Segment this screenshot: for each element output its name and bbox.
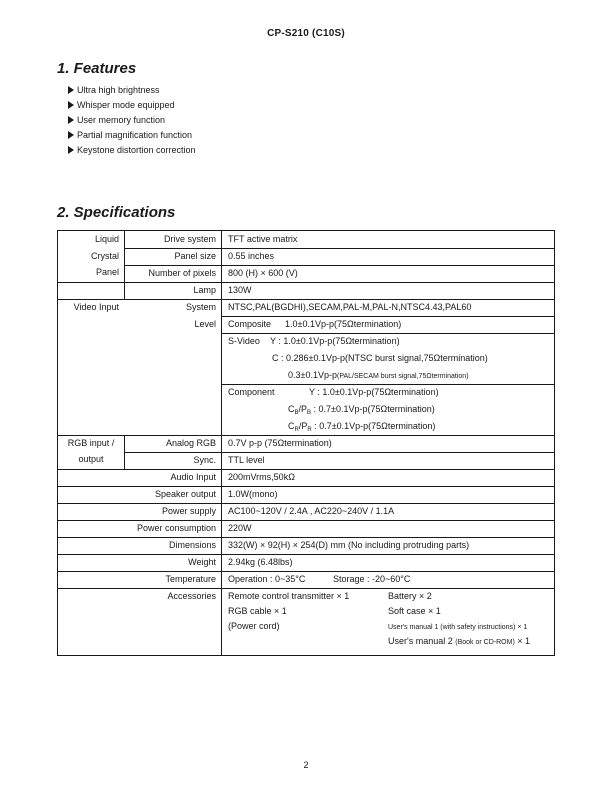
feature-item: Partial magnification function bbox=[68, 130, 192, 140]
table-divider bbox=[221, 316, 555, 317]
table-divider bbox=[124, 452, 555, 453]
spec-label: Audio Input bbox=[170, 472, 216, 482]
spec-value: AC100~120V / 2.4A , AC220~240V / 1.1A bbox=[228, 506, 395, 516]
table-divider bbox=[58, 486, 555, 487]
accessory-item: Soft case × 1 bbox=[388, 606, 441, 616]
spec-sub-label: Component bbox=[228, 387, 275, 397]
spec-value: 332(W) × 92(H) × 254(D) mm (No including protruding parts) bbox=[228, 540, 470, 550]
spec-label: Power supply bbox=[161, 506, 216, 516]
spec-value: $C_B/P_B$ : 0.7±0.1Vp-p(75Ωtermination) bbox=[288, 404, 435, 416]
spec-value: 0.7V p-p (75Ωtermination) bbox=[228, 438, 332, 448]
spec-label: Temperature bbox=[165, 574, 216, 584]
table-divider bbox=[58, 469, 555, 470]
feature-item: Ultra high brightness bbox=[68, 85, 160, 95]
bullet-triangle-icon bbox=[68, 116, 74, 124]
spec-label: Accessories bbox=[167, 591, 216, 601]
spec-label: Weight bbox=[188, 557, 216, 567]
spec-label: Panel size bbox=[174, 251, 216, 261]
spec-value: NTSC,PAL(BGDHI),SECAM,PAL-M,PAL-N,NTSC4.43,PAL60 bbox=[228, 302, 472, 312]
lcd-group-label: Crystal bbox=[90, 251, 119, 261]
lcd-group-label: Panel bbox=[95, 267, 119, 277]
specifications-heading: 2. Specifications bbox=[57, 204, 176, 221]
table-divider bbox=[58, 588, 555, 589]
spec-value: 2.94kg (6.48lbs) bbox=[228, 557, 293, 567]
accessory-item: RGB cable × 1 bbox=[228, 606, 287, 616]
rgb-group-label: RGB input / bbox=[67, 438, 115, 448]
spec-sub-label: Composite bbox=[228, 319, 272, 329]
table-divider bbox=[221, 384, 555, 385]
spec-label: Level bbox=[194, 319, 216, 329]
bullet-triangle-icon bbox=[68, 101, 74, 109]
spec-value: 220W bbox=[228, 523, 252, 533]
spec-value: Storage : -20~60°C bbox=[333, 574, 411, 584]
spec-value: 0.3±0.1Vp-p(PAL/SECAM burst signal,75Ωtermination) bbox=[288, 370, 469, 380]
spec-value: C : 0.286±0.1Vp-p(NTSC burst signal,75Ωtermination) bbox=[272, 353, 488, 363]
specifications-table bbox=[57, 230, 555, 656]
spec-label: Dimensions bbox=[168, 540, 216, 550]
table-divider bbox=[58, 537, 555, 538]
accessory-item: Battery × 2 bbox=[388, 591, 432, 601]
spec-label: Analog RGB bbox=[165, 438, 216, 448]
feature-item: User memory function bbox=[68, 115, 165, 125]
spec-value: 800 (H) × 600 (V) bbox=[228, 268, 298, 278]
table-divider bbox=[124, 248, 555, 249]
table-divider bbox=[58, 520, 555, 521]
spec-value: 1.0±0.1Vp-p(75Ωtermination) bbox=[285, 319, 402, 329]
bullet-triangle-icon bbox=[68, 146, 74, 154]
spec-value: 0.55 inches bbox=[228, 251, 275, 261]
rgb-group-label: output bbox=[78, 454, 104, 464]
table-divider bbox=[221, 231, 222, 656]
spec-label: Speaker output bbox=[154, 489, 216, 499]
spec-label: Drive system bbox=[163, 234, 216, 244]
model-title: CP-S210 (C10S) bbox=[267, 28, 345, 39]
accessory-item: User's manual 2 (Book or CD-ROM) × 1 bbox=[388, 636, 531, 646]
features-heading: 1. Features bbox=[57, 60, 137, 77]
feature-item: Whisper mode equipped bbox=[68, 100, 175, 110]
bullet-triangle-icon bbox=[68, 86, 74, 94]
lcd-group-label: Liquid bbox=[94, 234, 119, 244]
spec-label: Number of pixels bbox=[148, 268, 216, 278]
table-divider bbox=[221, 333, 555, 334]
accessory-item: Remote control transmitter × 1 bbox=[228, 591, 350, 601]
accessory-item: User's manual 1 (with safety instructions) × 1 bbox=[388, 624, 528, 631]
spec-value: $C_R/P_R$ : 0.7±0.1Vp-p(75Ωtermination) bbox=[288, 421, 436, 433]
feature-item: Keystone distortion correction bbox=[68, 145, 196, 155]
spec-label: System bbox=[185, 302, 216, 312]
table-divider bbox=[58, 282, 555, 283]
spec-value: TTL level bbox=[228, 455, 265, 465]
table-divider bbox=[58, 571, 555, 572]
spec-value: Operation : 0~35°C bbox=[228, 574, 306, 584]
table-divider bbox=[58, 299, 555, 300]
video-group-label: Video Input bbox=[73, 302, 119, 312]
spec-label: Lamp bbox=[193, 285, 216, 295]
table-divider bbox=[124, 265, 555, 266]
spec-label: Power consumption bbox=[136, 523, 216, 533]
spec-value: Y : 1.0±0.1Vp-p(75Ωtermination) bbox=[309, 387, 439, 397]
spec-value: Y : 1.0±0.1Vp-p(75Ωtermination) bbox=[270, 336, 400, 346]
table-divider bbox=[58, 554, 555, 555]
spec-sub-label: S-Video bbox=[228, 336, 260, 346]
bullet-triangle-icon bbox=[68, 131, 74, 139]
spec-value: 130W bbox=[228, 285, 252, 295]
spec-value: 1.0W(mono) bbox=[228, 489, 278, 499]
spec-label: Sync. bbox=[193, 455, 216, 465]
accessory-item: (Power cord) bbox=[228, 621, 280, 631]
page-number: 2 bbox=[303, 760, 309, 770]
table-divider bbox=[58, 503, 555, 504]
spec-value: 200mVrms,50kΩ bbox=[228, 472, 295, 482]
spec-value: TFT active matrix bbox=[228, 234, 298, 244]
